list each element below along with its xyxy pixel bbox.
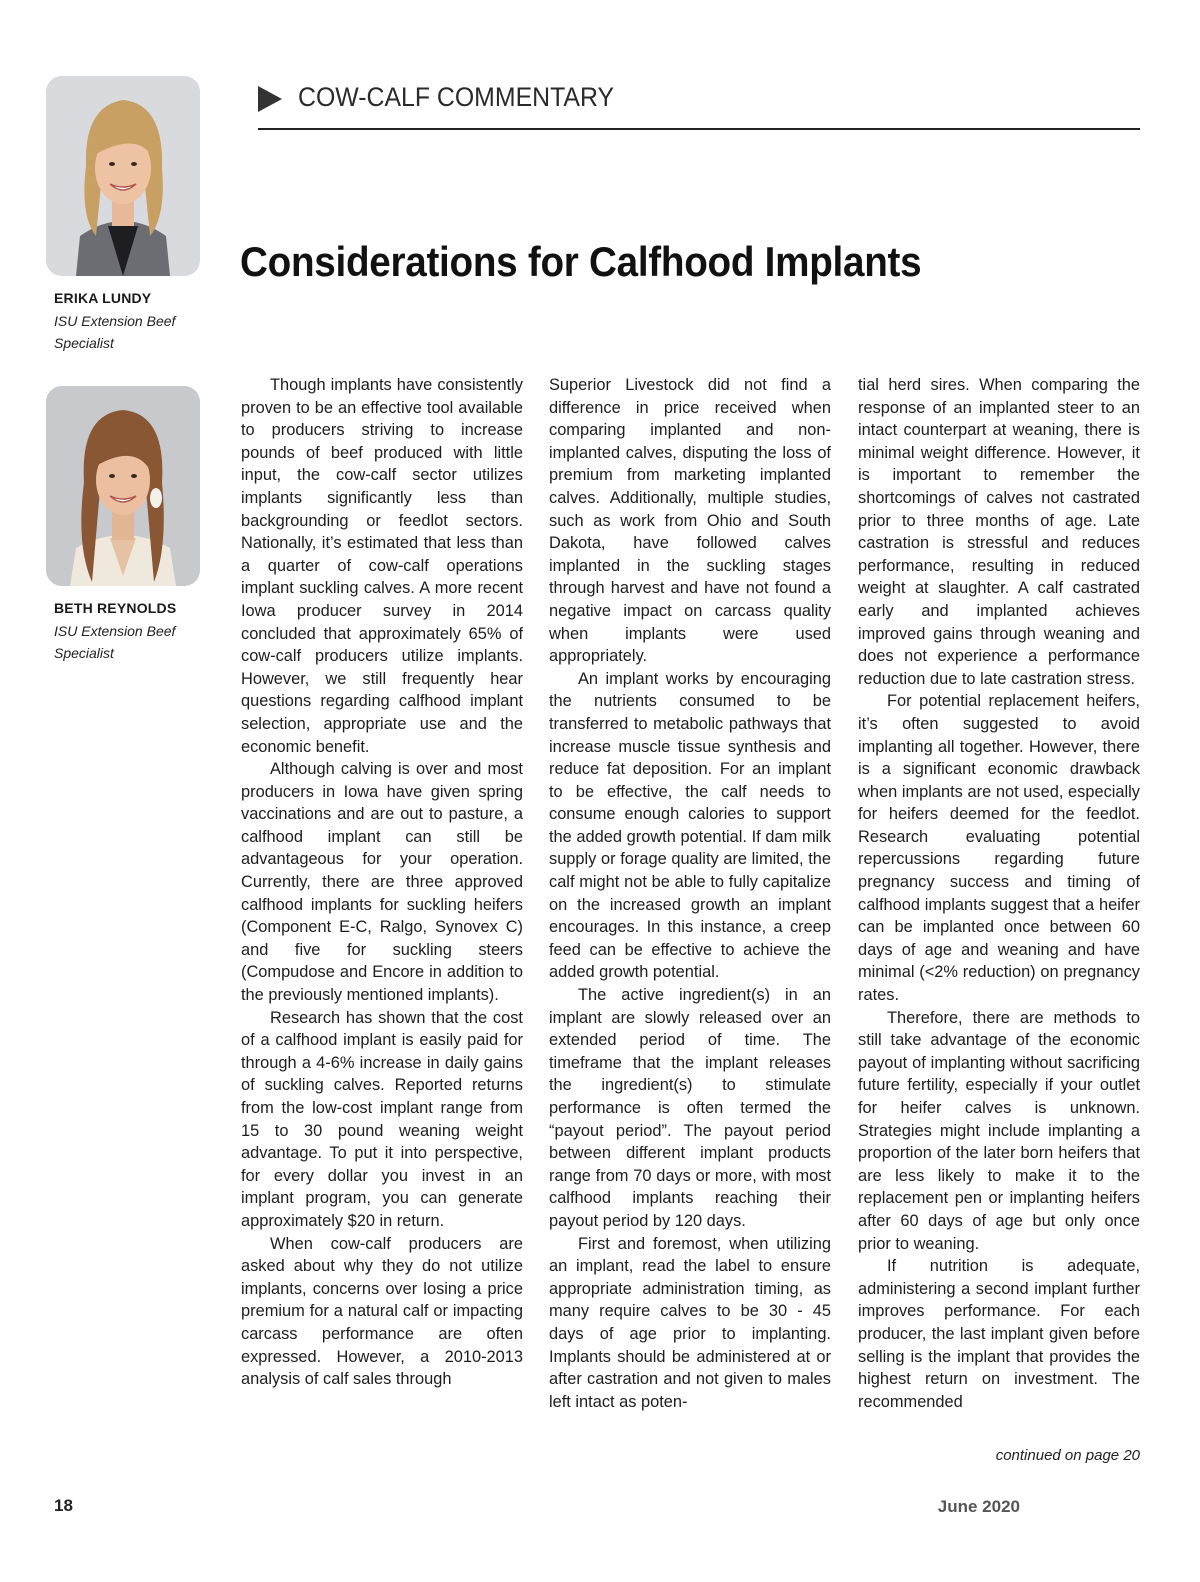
author-role-beth-reynolds: ISU Extension Beef Specialist [54,623,176,661]
page-number: 18 [54,1496,73,1515]
issue-date: June 2020 [937,1497,1020,1516]
paragraph: First and foremost, when utilizing an implant, read the label to ensure appropriate administration timing, as many require calves to be 30 - 45 days of age prior to implanting. Implants should be administered at or after castration and not given to males left intact as poten- [549,1234,831,1411]
author-name-erika-lundy: ERIKA LUNDY [54,290,152,306]
paragraph: An implant works by encouraging the nutrients consumed to be transferred to metabolic pathways that increase muscle tissue synthesis and reduce fat deposition. For an implant to be effective, the calf needs to consume enough calories to support the added growth potential. If dam milk supply or forage quality are limited, the calf might not be able to fully capitalize on the increased growth an implant encourages. In this instance, a creep feed can be effective to achieve the added growth potential. [549,669,831,982]
paragraph: Though implants have consistently proven to be an effective tool available to producers striving to increase pounds of beef produced with little input, the cow-calf sector utilizes implants significantly less than backgrounding or feedlot sectors. Nationally, it’s estimated that less than a quarter of cow-calf operations implant suckling calves. A more recent Iowa producer survey in 2014 concluded that approximately 65% of cow-calf producers utilize implants. However, we still frequently hear questions regarding calfhood implant selection, appropriate use and the economic benefit. [241,376,523,756]
section-label: COW-CALF COMMENTARY [298,82,615,112]
article-title: Considerations for Calfhood Implants [240,238,922,285]
author-name-beth-reynolds: BETH REYNOLDS [54,600,177,616]
author-photo-erika-lundy [46,76,200,276]
paragraph: When cow-calf producers are asked about why they do not utilize implants, concerns over losing a price premium for a natural calf or impacting carcass performance are often expressed. However, a 2010-2013 analysis of calf sales through [241,1234,523,1389]
paragraph: Although calving is over and most producers in Iowa have given spring vaccinations and are out to pasture, a calfhood implant can still be advantageous for your operation. Currently, there are three approved calfhood implants for suckling heifers (Component E-C, Ralgo, Synovex C) and five for suckling steers (Compudose and Encore in addition to the previously mentioned implants). [241,760,523,1005]
paragraph: tial herd sires. When comparing the response of an implanted steer to an intact counterpart at weaning, there is minimal weight difference. However, it is important to remember the shortcomings of calves not castrated prior to three months of age. Late castration is stressful and reduces performance, resulting in reduced weight at slaughter. A calf castrated early and implanted achieves improved gains through weaning and does not experience a performance reduction due to late castration stress. [858,376,1140,688]
paragraph: For potential replacement heifers, it’s often suggested to avoid implanting all together. However, there is a significant economic drawback when implants are not used, especially for heifers deemed for the feedlot. Research evaluating potential repercussions regarding future pregnancy success and timing of calfhood implants suggest that a heifer can be implanted once between 60 days of age and weaning and have minimal (<2% reduction) on pregnancy rates. [858,692,1140,1005]
author-role-erika-lundy: ISU Extension Beef Specialist [54,313,176,351]
article-column-1 [241,374,523,1391]
author-photo-beth-reynolds [46,386,200,586]
paragraph: Research has shown that the cost of a calfhood implant is easily paid for through a 4-6% increase in daily gains of suckling calves. Reported returns from the low-cost implant range from 15 to 30 pound weaning weight advantage. To put it into perspective, for every dollar you invest in an implant program, you can generate approximately $20 in return. [241,1008,523,1230]
paragraph: If nutrition is adequate, administering a second implant further improves performance. For each producer, the last implant given before selling is the implant that provides the highest return on investment. The recommended [858,1257,1140,1411]
section-header [258,82,1140,130]
continued-note: continued on page 20 [995,1447,1140,1464]
article-column-3 [858,374,1140,1413]
paragraph: Superior Livestock did not find a difference in price received when comparing implanted and non-implanted calves, disputing the loss of premium from marketing implanted calves. Additionally, multiple studies, such as work from Ohio and South Dakota, have followed calves implanted in the suckling stages through harvest and have not found a negative impact on carcass quality when implants were used appropriately. [549,376,831,666]
paragraph: The active ingredient(s) in an implant are slowly released over an extended period of time. The timeframe that the implant releases the ingredient(s) to stimulate performance is often termed the “payout period”. The payout period between different implant products range from 70 days or more, with most calfhood implants reaching their payout period by 120 days. [549,986,831,1230]
article-column-2 [549,374,831,1413]
paragraph: Therefore, there are methods to still take advantage of the economic payout of implanting without sacrificing future fertility, especially if your outlet for heifer calves is unknown. Strategies might include implanting a proportion of the later born heifers that are less likely to make it to the replacement pen or implanting heifers after 60 days of age but only once prior to weaning. [858,1008,1140,1253]
play-triangle-icon [258,86,282,112]
